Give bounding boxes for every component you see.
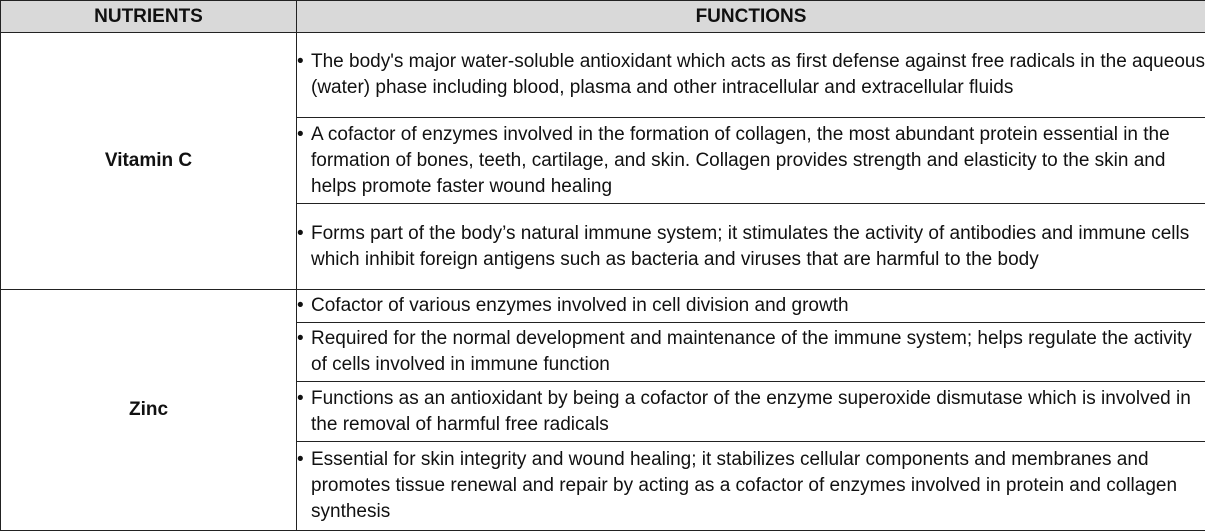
nutrient-vitamin-c: Vitamin C (1, 33, 297, 290)
header-nutrients: NUTRIENTS (1, 1, 297, 33)
function-cell (297, 382, 1205, 442)
bullet-icon: • (297, 123, 304, 145)
function-text: Functions as an antioxidant by being a cofactor of the enzyme superoxide dismutase which is involved in the removal of harmful free radicals (311, 387, 1191, 435)
header-functions: FUNCTIONS (297, 1, 1205, 33)
function-cell (297, 204, 1205, 290)
table-row (1, 33, 1205, 118)
function-text: Cofactor of various enzymes involved in cell division and growth (311, 295, 849, 316)
function-cell (297, 118, 1205, 204)
bullet-icon: • (297, 328, 304, 349)
bullet-icon: • (297, 222, 304, 244)
function-text: Essential for skin integrity and wound healing; it stabilizes cellular components and membranes and promotes tissue renewal and repair by acting as a cofactor of enzymes involved in protein and collagen synthesis (311, 449, 1178, 522)
function-text: Required for the normal development and maintenance of the immune system; helps regulate the activity of cells involved in immune function (311, 328, 1192, 375)
function-text: A cofactor of enzymes involved in the formation of collagen, the most abundant protein essential in the formation of bones, teeth, cartilage, and skin. Collagen provides strength and elasticity to the skin and helps promote faster wound healing (311, 123, 1170, 197)
nutrient-zinc: Zinc (1, 290, 297, 531)
function-cell (297, 442, 1205, 531)
function-text: The body's major water-soluble antioxidant which acts as first defense against free radicals in the aqueous (water) phase including blood, plasma and other intracellular and extracellular fluids (311, 51, 1205, 98)
function-cell (297, 33, 1205, 118)
bullet-icon: • (297, 387, 304, 409)
header-row (1, 1, 1205, 33)
function-text: Forms part of the body’s natural immune system; it stimulates the activity of antibodies and immune cells which inhibit foreign antigens such as bacteria and viruses that are harmful to the body (311, 222, 1190, 270)
bullet-icon: • (297, 295, 304, 316)
table-row (1, 290, 1205, 323)
bullet-icon: • (297, 51, 304, 72)
bullet-icon: • (297, 449, 304, 470)
function-cell (297, 290, 1205, 323)
function-cell (297, 323, 1205, 382)
